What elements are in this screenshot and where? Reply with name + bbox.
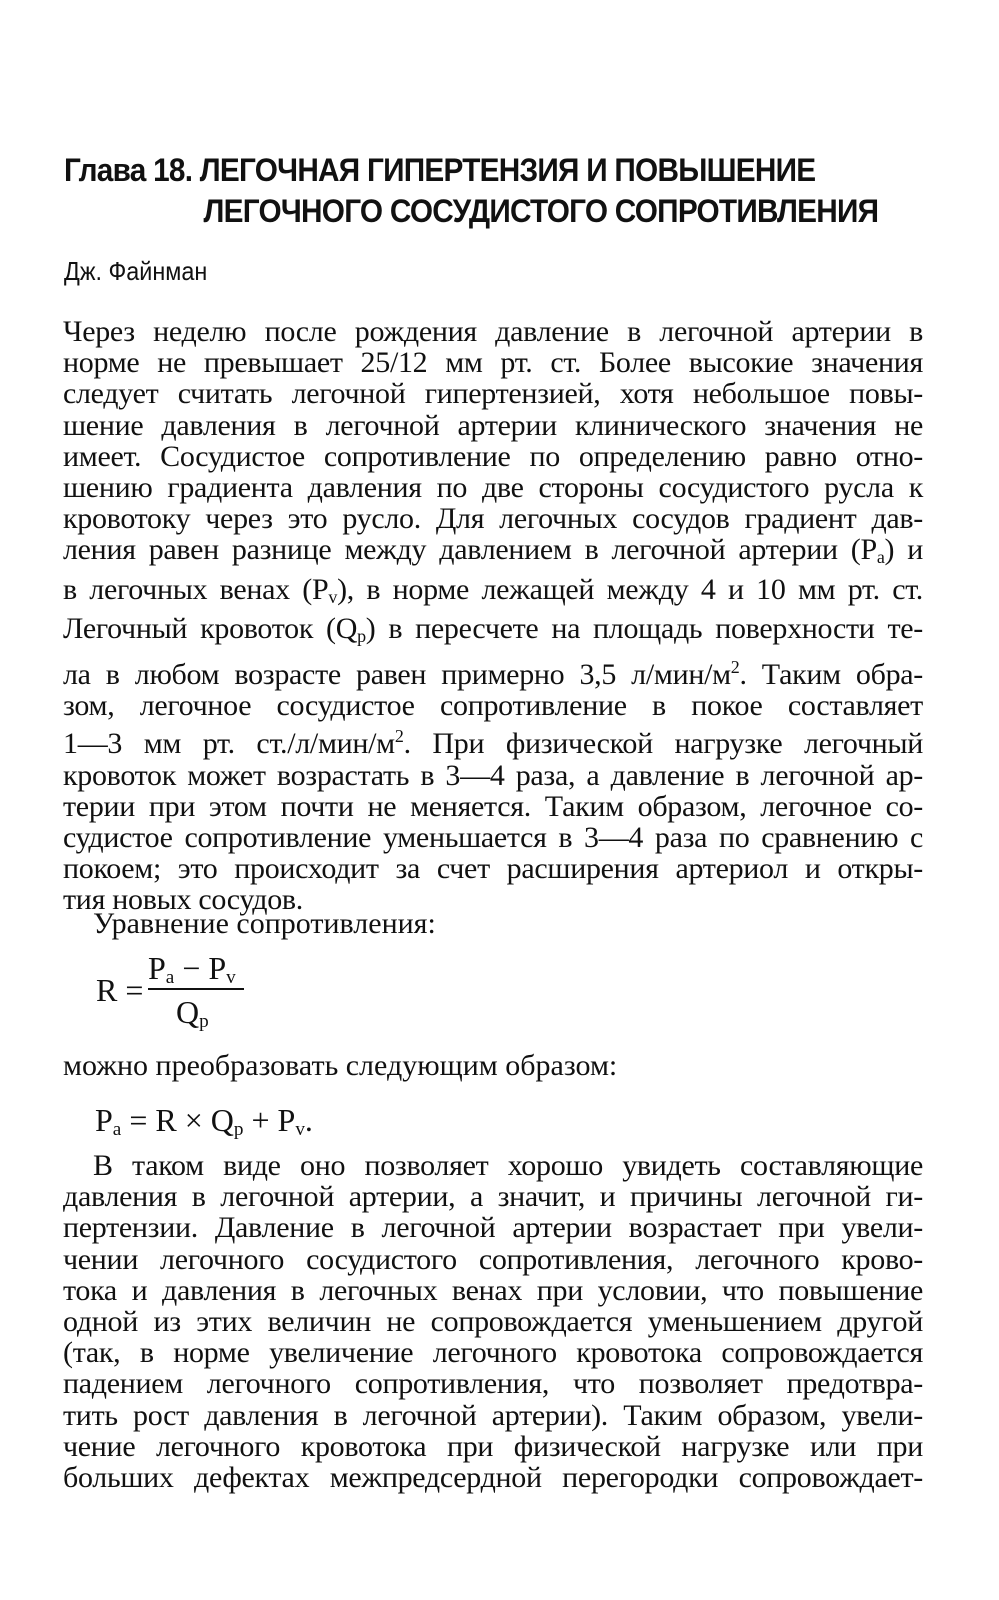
text-line: шению градиента давления по две стороны сосудистого русла к [63, 471, 923, 505]
subscript: p [357, 625, 366, 646]
text-fragment: ), в норме лежащей между 4 и 10 мм рт. ст. [337, 572, 923, 606]
symbol: Q [176, 994, 200, 1030]
text-line: давления в легочной артерии, а значит, и причины легочной ги- [63, 1180, 923, 1214]
formula-lhs: R = [96, 972, 144, 1008]
text-fragment: ла в любом возрасте равен примерно 3,5 л/мин/м [63, 658, 731, 692]
text-line: (так, в норме увеличение легочного кровотока сопровождается [63, 1336, 923, 1370]
text-line [63, 574, 923, 613]
chapter-title-line2: ЛЕГОЧНОГО СОСУДИСТОГО СОПРОТИВЛЕНИЯ [203, 193, 879, 229]
text-fragment: Легочный кровоток (Q [63, 611, 358, 645]
text-line: чении легочного сосудистого сопротивления, легочного крово- [63, 1242, 923, 1276]
superscript: 2 [730, 657, 740, 678]
text-line: Через неделю после рождения давление в легочной артерии в [63, 315, 923, 348]
subscript: a [112, 1119, 122, 1140]
text-fragment: 1—3 мм рт. ст./л/мин/м [63, 727, 395, 761]
transform-text: можно преобразовать следующим образом: [63, 1049, 618, 1082]
subscript: a [876, 547, 885, 568]
text-line: кровоток может возрастать в 3—4 раза, а давление в легочной ар- [63, 758, 923, 792]
superscript: 2 [394, 726, 404, 747]
text-line: В таком виде оно позволяет хорошо увидеть составляющие [93, 1149, 923, 1182]
fraction-bar [148, 988, 244, 990]
formula-numerator [148, 950, 236, 989]
text-line: одной из этих величин не сопровождается уменьшением другой [63, 1305, 923, 1339]
equation-intro: Уравнение сопротивления: [93, 907, 436, 940]
text-fragment: ) и [884, 533, 923, 567]
text-line: имеет. Сосудистое сопротивление по определению равно отно- [63, 439, 923, 473]
text-line [63, 613, 923, 652]
text-line: шение давления в легочной артерии клинического значения не [63, 408, 923, 442]
text-line: пертензии. Давление в легочной артерии возрастает при увели- [63, 1211, 923, 1245]
author-name: Дж. Файнман [64, 256, 208, 286]
text-line: тить рост давления в легочной артерии). Таким образом, увели- [63, 1398, 923, 1432]
text-line: больших дефектах межпредсердной перегородки сопровождает- [63, 1461, 923, 1495]
text-line: тия новых сосудов. [63, 883, 303, 917]
text-line [63, 721, 923, 759]
text-line: судистое сопротивление уменьшается в 3—4 раза по сравнению с [63, 821, 923, 855]
text-line: терии при этом почти не меняется. Таким образом, легочное со- [63, 789, 923, 823]
text-fragment: . При физической нагрузке легочный [403, 727, 923, 761]
subscript: p [199, 1011, 209, 1032]
paragraph-1 [63, 316, 923, 916]
text-fragment: в легочных венах (P [63, 572, 329, 606]
text-line: чение легочного кровотока при физической нагрузке или при [63, 1429, 923, 1463]
text-fragment: . Таким обра- [739, 658, 923, 692]
symbol: . [304, 1102, 313, 1138]
symbol: − P [174, 950, 227, 986]
chapter-title-line1: Глава 18. ЛЕГОЧНАЯ ГИПЕРТЕНЗИЯ И ПОВЫШЕНИЕ [64, 152, 816, 188]
text-fragment: ления равен разнице между давлением в легочной артерии (P [63, 533, 877, 567]
text-line: тока и давления в легочных венах при условии, что повышение [63, 1273, 923, 1307]
text-line: кровотоку через это русло. Для легочных сосудов градиент дав- [63, 502, 923, 536]
text-line: падением легочного сопротивления, что позволяет предотвра- [63, 1367, 923, 1401]
pressure-formula [95, 1102, 313, 1141]
text-line: норме не превышает 25/12 мм рт. ст. Более высокие значения [63, 346, 923, 380]
subscript: v [328, 586, 338, 607]
symbol: P [148, 950, 166, 986]
symbol: + P [243, 1102, 296, 1138]
subscript: v [226, 967, 236, 988]
subscript: a [165, 967, 175, 988]
text-line: следует считать легочной гипертензией, хотя небольшое повы- [63, 377, 923, 411]
chapter-title [64, 150, 882, 232]
paragraph-2 [63, 1150, 923, 1493]
text-fragment: ) в пересчете на площадь поверхности те- [365, 611, 923, 645]
text-line: покоем; это происходит за счет расширения артериол и откры- [63, 852, 923, 886]
subscript: v [295, 1119, 305, 1140]
symbol: = R × Q [121, 1102, 234, 1138]
formula-denominator [176, 994, 209, 1033]
text-line [63, 534, 923, 573]
subscript: p [233, 1119, 244, 1140]
text-line [63, 652, 923, 690]
text-line: зом, легочное сосудистое сопротивление в покое составляет [63, 689, 923, 723]
symbol: P [95, 1102, 113, 1138]
